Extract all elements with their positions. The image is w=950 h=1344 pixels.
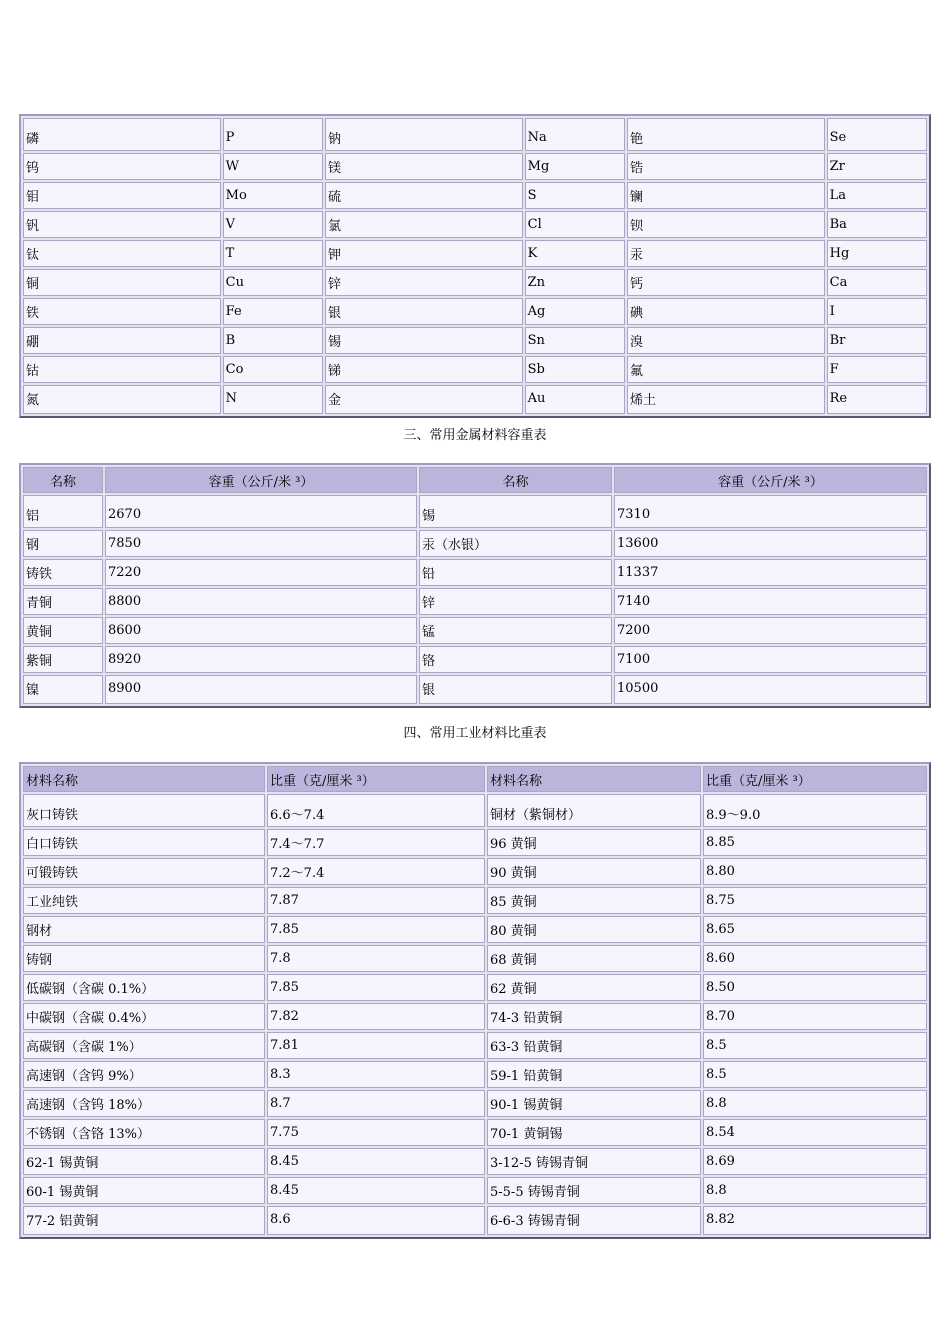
table-cell: 70-1 黄铜锡 (487, 1119, 701, 1146)
table-cell: 低碳钢（含碳 0.1%） (23, 974, 265, 1001)
table-row (23, 356, 927, 383)
table-cell: B (223, 327, 323, 354)
table-row (23, 153, 927, 180)
table-cell: 钨 (23, 153, 221, 180)
table-cell: 8.82 (703, 1206, 927, 1235)
table-cell: La (827, 182, 927, 209)
table-row (23, 794, 927, 827)
table-row (23, 617, 927, 644)
table-cell: 77-2 铝黄铜 (23, 1206, 265, 1235)
table-cell: 银 (419, 675, 612, 704)
table-cell: 锡 (419, 495, 612, 528)
table-row (23, 974, 927, 1001)
table-cell: Zn (525, 269, 625, 296)
table-cell: 8.6 (267, 1206, 485, 1235)
table-cell: 锆 (627, 153, 825, 180)
table-row (23, 945, 927, 972)
table-cell: 锰 (419, 617, 612, 644)
table-cell: 7200 (614, 617, 927, 644)
table-cell: 8600 (105, 617, 417, 644)
table-cell: Mg (525, 153, 625, 180)
table-cell: 氮 (23, 385, 221, 414)
table-cell: 铁 (23, 298, 221, 325)
table-cell: Cl (525, 211, 625, 238)
table-cell: 烯土 (627, 385, 825, 414)
table-cell: 90-1 锡黄铜 (487, 1090, 701, 1117)
table-cell: 钢材 (23, 916, 265, 943)
table-cell: 7.81 (267, 1032, 485, 1059)
table-cell: 锡 (325, 327, 523, 354)
table-row (23, 829, 927, 856)
table-row (23, 182, 927, 209)
table-cell: Re (827, 385, 927, 414)
table-cell: 镍 (23, 675, 103, 704)
table-cell: 8900 (105, 675, 417, 704)
table-cell: 80 黄铜 (487, 916, 701, 943)
table-cell: Co (223, 356, 323, 383)
table-cell: 不锈钢（含铬 13%） (23, 1119, 265, 1146)
metal-density-caption: 三、常用金属材料容重表 (403, 428, 547, 443)
table-cell: N (223, 385, 323, 414)
table-cell: 锌 (419, 588, 612, 615)
table-cell: 汞（水银） (419, 530, 612, 557)
table-cell: Au (525, 385, 625, 414)
table-row (23, 1206, 927, 1235)
industrial-gravity-caption: 四、常用工业材料比重表 (403, 726, 547, 741)
table-cell: 钴 (23, 356, 221, 383)
table-cell: Mo (223, 182, 323, 209)
table-header-row (23, 467, 927, 493)
table-cell: 7.2～7.4 (267, 858, 485, 885)
table-cell: 8.8 (703, 1177, 927, 1204)
table-cell: I (827, 298, 927, 325)
header-density: 容重（公斤/米 ³） (105, 467, 417, 493)
table-cell: 8.85 (703, 829, 927, 856)
table-cell: 60-1 锡黄铜 (23, 1177, 265, 1204)
table-cell: Fe (223, 298, 323, 325)
table-cell: V (223, 211, 323, 238)
table-row (23, 530, 927, 557)
table-cell: Ba (827, 211, 927, 238)
table-cell: 7100 (614, 646, 927, 673)
table-cell: Se (827, 118, 927, 151)
table-cell: Na (525, 118, 625, 151)
table-cell: Sn (525, 327, 625, 354)
table-row (23, 118, 927, 151)
metal-density-body (23, 495, 927, 704)
elements-table-body (23, 118, 927, 414)
table-cell: 8.54 (703, 1119, 927, 1146)
table-row (23, 240, 927, 267)
table-cell: 锑 (325, 356, 523, 383)
table-cell: Sb (525, 356, 625, 383)
table-cell: 铸铁 (23, 559, 103, 586)
table-cell: 氟 (627, 356, 825, 383)
table-cell: 7.4～7.7 (267, 829, 485, 856)
table-cell: 硼 (23, 327, 221, 354)
table-cell: 8.45 (267, 1177, 485, 1204)
table-cell: 钼 (23, 182, 221, 209)
header-material-name: 材料名称 (487, 766, 701, 792)
table-cell: K (525, 240, 625, 267)
table-cell: 氯 (325, 211, 523, 238)
table-cell: 钛 (23, 240, 221, 267)
table-cell: 铝 (23, 495, 103, 528)
table-cell: 钒 (23, 211, 221, 238)
table-row (23, 1061, 927, 1088)
table-row (23, 211, 927, 238)
table-cell: 铸钢 (23, 945, 265, 972)
table-row (23, 887, 927, 914)
table-row (23, 858, 927, 885)
table-cell: 铯 (627, 118, 825, 151)
table-cell: 2670 (105, 495, 417, 528)
table-row (23, 1177, 927, 1204)
table-cell: 紫铜 (23, 646, 103, 673)
table-cell: 黄铜 (23, 617, 103, 644)
table-cell: 74-3 铅黄铜 (487, 1003, 701, 1030)
table-cell: Zr (827, 153, 927, 180)
header-specific-gravity: 比重（克/厘米 ³） (703, 766, 927, 792)
table-cell: 金 (325, 385, 523, 414)
table-cell: 铜 (23, 269, 221, 296)
table-cell: 5-5-5 铸锡青铜 (487, 1177, 701, 1204)
elements-table (19, 114, 931, 418)
table-cell: 62-1 锡黄铜 (23, 1148, 265, 1175)
header-material-name: 材料名称 (23, 766, 265, 792)
table-cell: 镁 (325, 153, 523, 180)
table-row (23, 675, 927, 704)
header-specific-gravity: 比重（克/厘米 ³） (267, 766, 485, 792)
table-cell: 铜材（紫铜材） (487, 794, 701, 827)
table-row (23, 495, 927, 528)
table-cell: 工业纯铁 (23, 887, 265, 914)
table-cell: 59-1 铅黄铜 (487, 1061, 701, 1088)
table-cell: 铬 (419, 646, 612, 673)
table-cell: 白口铸铁 (23, 829, 265, 856)
table-cell: 钾 (325, 240, 523, 267)
table-row (23, 1032, 927, 1059)
table-cell: 8.9～9.0 (703, 794, 927, 827)
table-cell: Hg (827, 240, 927, 267)
table-cell: 汞 (627, 240, 825, 267)
table-cell: 锌 (325, 269, 523, 296)
table-cell: Cu (223, 269, 323, 296)
table-cell: 8.80 (703, 858, 927, 885)
header-density: 容重（公斤/米 ³） (614, 467, 927, 493)
table-cell: 可锻铸铁 (23, 858, 265, 885)
table-row (23, 916, 927, 943)
table-cell: 11337 (614, 559, 927, 586)
table-cell: 磷 (23, 118, 221, 151)
table-cell: 高速钢（含钨 9%） (23, 1061, 265, 1088)
table-cell: 溴 (627, 327, 825, 354)
table-cell: 7140 (614, 588, 927, 615)
table-cell: 钙 (627, 269, 825, 296)
table-cell: 钠 (325, 118, 523, 151)
table-cell: 96 黄铜 (487, 829, 701, 856)
table-row (23, 588, 927, 615)
table-cell: 灰口铸铁 (23, 794, 265, 827)
table-cell: Ca (827, 269, 927, 296)
table-cell: 7.82 (267, 1003, 485, 1030)
table-row (23, 327, 927, 354)
table-cell: 7.8 (267, 945, 485, 972)
table-row (23, 1148, 927, 1175)
table-row (23, 559, 927, 586)
table-cell: 8.3 (267, 1061, 485, 1088)
table-cell: 碘 (627, 298, 825, 325)
table-cell: 7.85 (267, 974, 485, 1001)
table-cell: 8.45 (267, 1148, 485, 1175)
table-cell: 8.69 (703, 1148, 927, 1175)
table-row (23, 1090, 927, 1117)
table-cell: 3-12-5 铸锡青铜 (487, 1148, 701, 1175)
table-cell: 镧 (627, 182, 825, 209)
table-row (23, 646, 927, 673)
table-cell: T (223, 240, 323, 267)
metal-density-table (19, 463, 931, 708)
table-cell: 8.5 (703, 1061, 927, 1088)
table-cell: 7220 (105, 559, 417, 586)
table-header-row (23, 766, 927, 792)
table-cell: Br (827, 327, 927, 354)
table-cell: 铅 (419, 559, 612, 586)
table-cell: P (223, 118, 323, 151)
header-name: 名称 (23, 467, 103, 493)
table-cell: 8.8 (703, 1090, 927, 1117)
table-cell: 硫 (325, 182, 523, 209)
table-cell: 90 黄铜 (487, 858, 701, 885)
table-row (23, 298, 927, 325)
table-cell: 银 (325, 298, 523, 325)
table-cell: 63-3 铅黄铜 (487, 1032, 701, 1059)
table-cell: 8800 (105, 588, 417, 615)
table-cell: 青铜 (23, 588, 103, 615)
table-cell: 8.60 (703, 945, 927, 972)
table-cell: 高碳钢（含碳 1%） (23, 1032, 265, 1059)
table-cell: 钡 (627, 211, 825, 238)
table-cell: 8.50 (703, 974, 927, 1001)
table-cell: 13600 (614, 530, 927, 557)
table-cell: 8.65 (703, 916, 927, 943)
table-row (23, 1119, 927, 1146)
table-cell: 中碳钢（含碳 0.4%） (23, 1003, 265, 1030)
table-cell: 8.70 (703, 1003, 927, 1030)
table-cell: 10500 (614, 675, 927, 704)
header-name: 名称 (419, 467, 612, 493)
table-cell: 6-6-3 铸锡青铜 (487, 1206, 701, 1235)
table-cell: W (223, 153, 323, 180)
table-row (23, 385, 927, 414)
table-cell: 7850 (105, 530, 417, 557)
table-cell: 6.6～7.4 (267, 794, 485, 827)
table-cell: 68 黄铜 (487, 945, 701, 972)
table-cell: 8.7 (267, 1090, 485, 1117)
table-cell: 8.75 (703, 887, 927, 914)
table-cell: 7.85 (267, 916, 485, 943)
table-cell: 62 黄铜 (487, 974, 701, 1001)
table-row (23, 269, 927, 296)
table-cell: 85 黄铜 (487, 887, 701, 914)
table-cell: 7.75 (267, 1119, 485, 1146)
table-cell: 8.5 (703, 1032, 927, 1059)
table-cell: S (525, 182, 625, 209)
table-row (23, 1003, 927, 1030)
table-cell: F (827, 356, 927, 383)
industrial-gravity-table (19, 762, 931, 1239)
table-cell: 7310 (614, 495, 927, 528)
table-cell: 高速钢（含钨 18%） (23, 1090, 265, 1117)
table-cell: 7.87 (267, 887, 485, 914)
table-cell: 钢 (23, 530, 103, 557)
industrial-gravity-body (23, 794, 927, 1235)
table-cell: Ag (525, 298, 625, 325)
table-cell: 8920 (105, 646, 417, 673)
